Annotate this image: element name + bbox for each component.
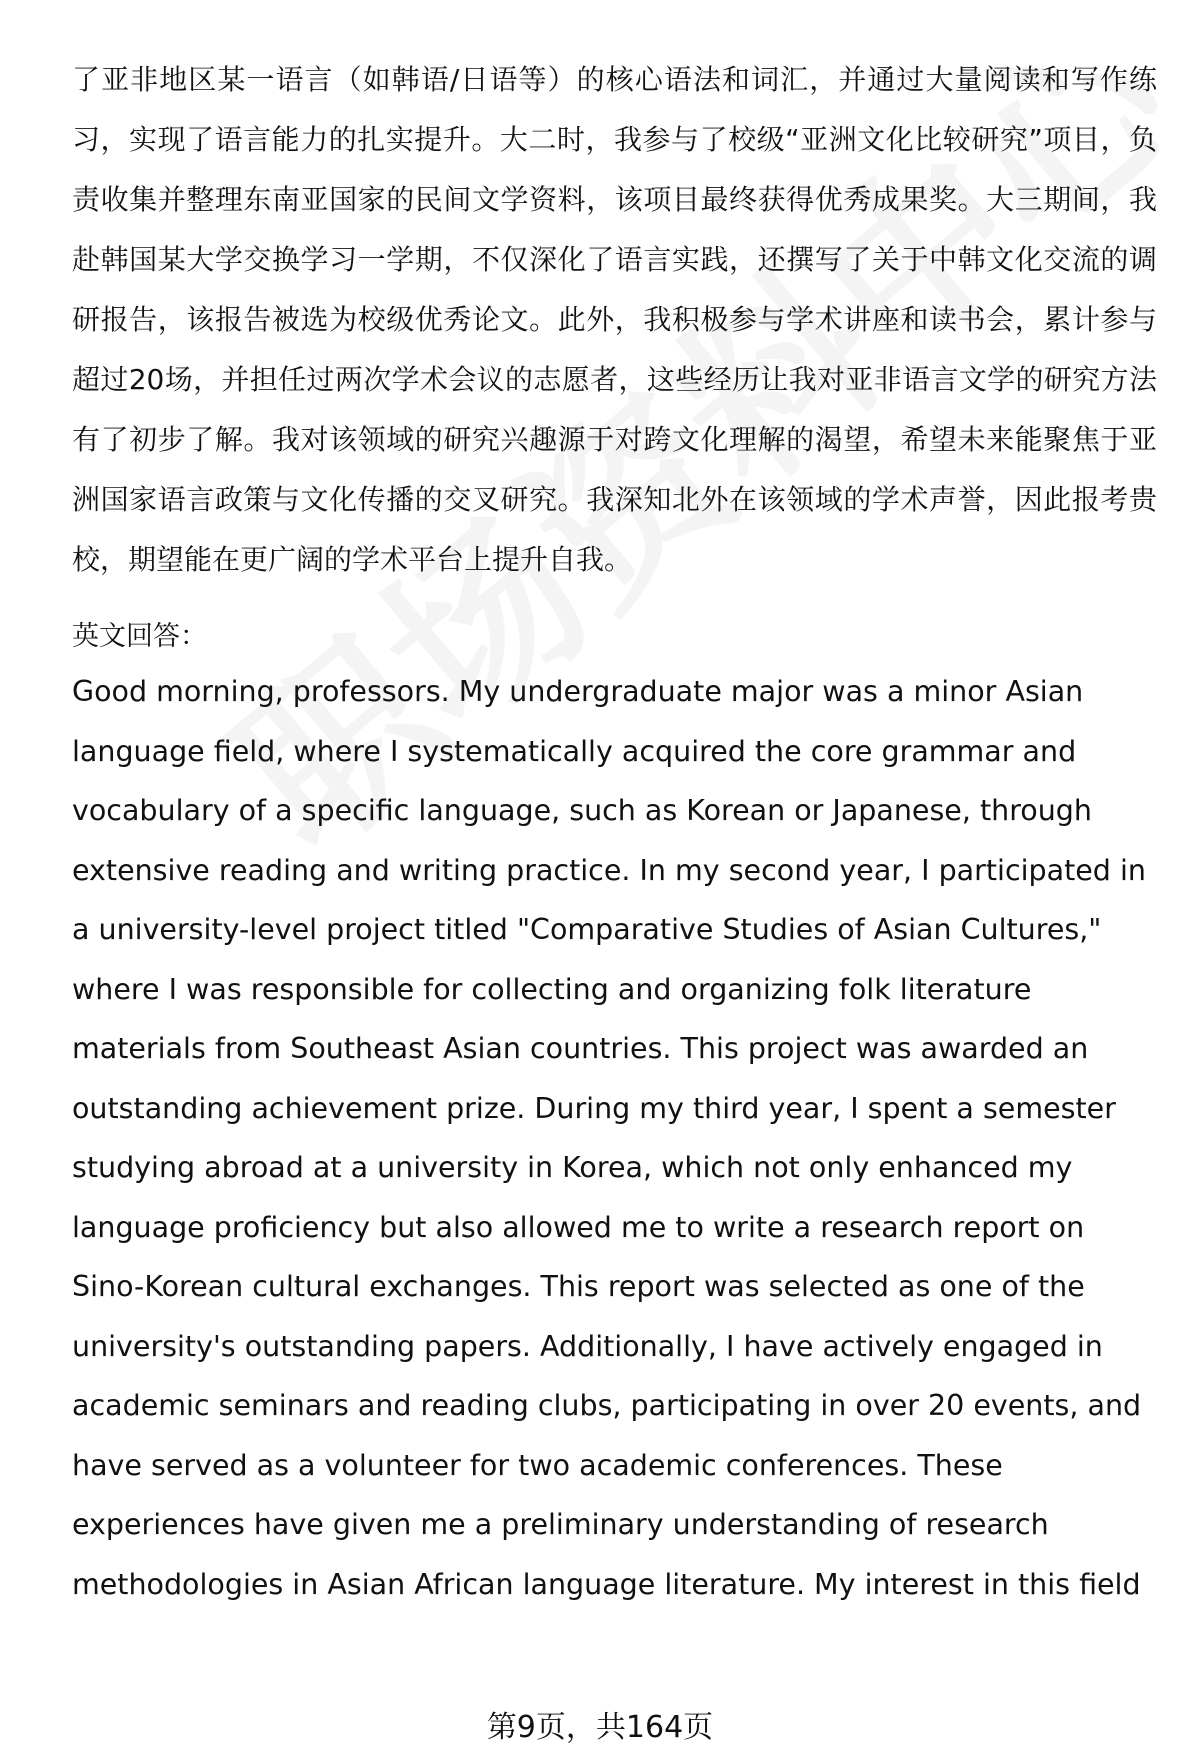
chinese-paragraph: 了亚非地区某一语言（如韩语/日语等）的核心语法和词汇，并通过大量阅读和写作练习，实现了语言能力的扎实提升。大二时，我参与了校级“亚洲文化比较研究”项目，负责收集并整理东南亚国家的民间文学资料，该项目最终获得优秀成果奖。大三期间，我赴韩国某大学交换学习一学期，不仅深化了语言实践，还撰写了关于中韩文化交流的调研报告，该报告被选为校级优秀论文。此外，我积极参与学术讲座和读书会，累计参与超过20场，并担任过两次学术会议的志愿者，这些经历让我对亚非语言文学的研究方法有了初步了解。我对该领域的研究兴趣源于对跨文化理解的渴望，希望未来能聚焦于亚洲国家语言政策与文化传播的交叉研究。我深知北外在该领域的学术声誉，因此报考贵校，期望能在更广阔的学术平台上提升自我。 bbox=[72, 63, 1157, 576]
english-paragraph: Good morning, professors. My undergraduate major was a minor Asian language field, where I systematically acquired the core grammar and vocabulary of a specific language, such as Korean or Japanese, through extensive reading and writing practice. In my second year, I participated in a university-level project titled "Comparative Studies of Asian Cultures," where I was responsible for collecting and organizing folk literature materials from Southeast Asian countries. This project was awarded an outstanding achievement prize. During my third year, I spent a semester studying abroad at a university in Korea, which not only enhanced my language proficiency but also allowed me to write a research report on Sino-Korean cultural exchanges. This report was selected as one of the university's outstanding papers. Additionally, I have actively engaged in academic seminars and reading clubs, participating in over 20 events, and have served as a volunteer for two academic conferences. These experiences have given me a preliminary understanding of research methodologies in Asian African language literature. My interest in this field bbox=[72, 675, 1146, 1601]
page-footer: 第9页，共164页 bbox=[486, 1710, 714, 1745]
english-answer-label: 英文回答： bbox=[72, 621, 207, 652]
document-body bbox=[72, 50, 1157, 1614]
